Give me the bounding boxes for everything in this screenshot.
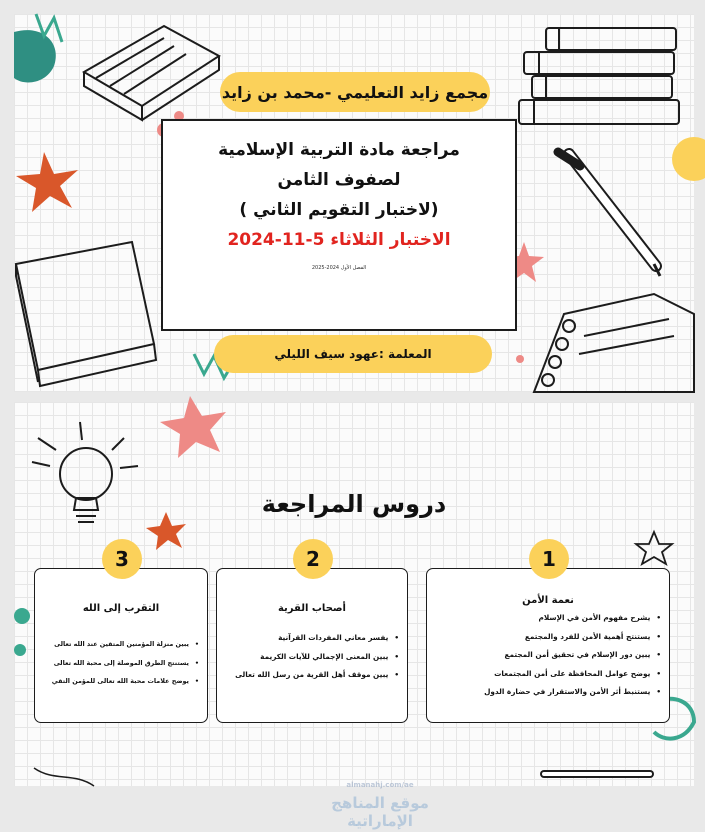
pen-icon — [558, 152, 660, 276]
lesson-card-1 — [426, 547, 670, 723]
title-line-2: لصفوف الثامن — [277, 170, 401, 190]
lesson-card-3 — [34, 547, 208, 723]
teacher-name-pill: المعلمة :عهود سيف الليلي — [214, 335, 492, 373]
teal-dot-shape — [14, 644, 26, 656]
card-title: أصحاب القرية — [277, 603, 346, 614]
exam-date: الاختبار الثلاثاء 5-11-2024 — [227, 230, 451, 250]
card-title: التقرب إلى الله — [82, 603, 160, 614]
teal-blob-shape — [14, 30, 56, 82]
list-item: • يبين موقف أهل القرية من رسل الله تعالى — [223, 666, 399, 685]
card-bullet-list — [223, 629, 399, 685]
card-bullet-list — [433, 609, 661, 702]
outline-star-shape — [636, 532, 672, 564]
cover-slide — [14, 14, 694, 392]
list-item: • يستنبط أثر الأمن والاستقرار في حضارة الدول — [433, 683, 661, 702]
spiral-notebook-icon — [534, 294, 694, 392]
card-bullet-list — [41, 635, 199, 691]
card-title: نعمة الأمن — [522, 595, 574, 606]
title-line-3: (لاختبار التقويم الثاني ) — [239, 200, 439, 220]
school-name-pill: مجمع زايد التعليمي -محمد بن زايد — [220, 72, 490, 112]
watermark-site: almanahj.com/ae — [346, 781, 414, 789]
list-item: • يبين المعنى الإجمالي للآيات الكريمة — [223, 648, 399, 667]
doodle-line-shape — [34, 768, 94, 786]
list-item: • يوضح علامات محبة الله تعالى للمؤمن التقي — [41, 672, 199, 691]
book-stack-left-icon — [84, 26, 219, 120]
term-label: الفصل الأول 2024-2025 — [311, 265, 367, 271]
lesson-card-2 — [216, 547, 408, 723]
list-item: • يبين منزلة المؤمنين المتقين عند الله تعالى — [41, 635, 199, 654]
list-item: • يوضح عوامل المحافظة على أمن المجتمعات — [433, 665, 661, 684]
orange-star-shape — [16, 152, 78, 212]
list-item: • يستنتج الطرق الموصلة إلى محبة الله تعالى — [41, 654, 199, 673]
watermark — [310, 776, 450, 832]
watermark-name: موقع المناهج الإماراتية — [331, 794, 429, 830]
card-number-badge: 2 — [293, 539, 333, 579]
card-number-badge: 1 — [529, 539, 569, 579]
book-stack-right-icon — [519, 28, 679, 124]
pink-star-shape — [160, 396, 226, 458]
pink-dot-shape — [516, 355, 524, 363]
card-number-badge: 3 — [102, 539, 142, 579]
title-box — [161, 119, 517, 331]
list-item: • يشرح مفهوم الأمن في الإسلام — [433, 609, 661, 628]
notebook-left-icon — [16, 242, 156, 386]
yellow-circle-shape — [672, 137, 705, 181]
list-item: • يفسر معاني المفردات القرآنية — [223, 629, 399, 648]
section-heading: دروس المراجعة — [261, 490, 447, 518]
list-item: • يبين دور الإسلام في تحقيق أمن المجتمع — [433, 646, 661, 665]
review-lessons-slide — [14, 402, 694, 830]
teal-dot-shape — [14, 608, 30, 624]
title-line-1: مراجعة مادة التربية الإسلامية — [218, 140, 460, 160]
list-item: • يستنتج أهمية الأمن للفرد والمجتمع — [433, 628, 661, 647]
